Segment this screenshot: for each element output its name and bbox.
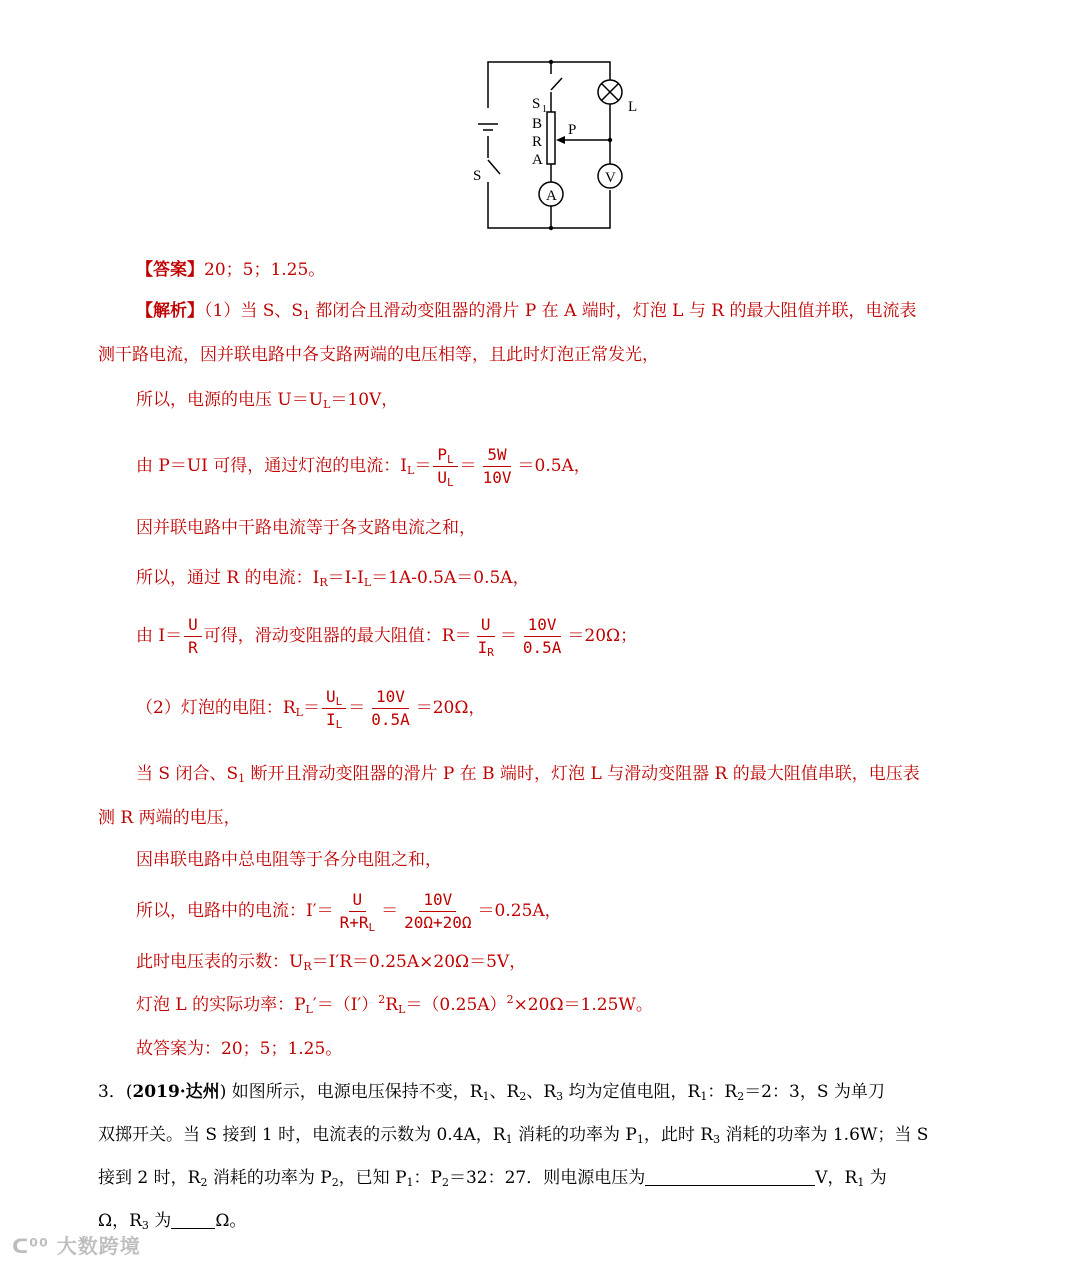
answer-blank-r3[interactable] [171,1210,215,1229]
question3-line-2: 双掷开关。当 S 接到 1 时，电流表的示数为 0.4A，$R_1$ 消耗的功率为 $P_1$，此时 $R_3$ 消耗的功率为 1.6W；当 S [98,1125,929,1146]
analysis-line-6: 所以，通过 R 的电流：$I_R=I-I_L=1A-0.5A=0.5A$， [136,568,530,589]
analysis-tag: 【解析】 [136,301,204,321]
label-p: P [568,122,577,138]
fraction-u-r: $\frac{U}{R}$ [184,614,202,659]
rheostat [547,112,555,164]
fraction-u-ir: $\frac{U}{I_R}$ [477,615,494,659]
question3-line-1: 3．(2019·达州) 如图所示，电源电压保持不变，$R_1$、$R_2$、$R_3$ 均为定值电阻，$R_1$：$R_2=2$：3，S 为单刀 [98,1082,885,1103]
label-s: S [473,168,482,184]
junction-bottom [549,226,553,230]
watermark-logo-icon: ᑕ⁰⁰ [12,1234,57,1258]
analysis-line-4: 由 P＝UI 可得，通过灯泡的电流：$I_L=$ $\frac{P_L}{U_L}$ ＝ $\frac{5W}{10V}$ ＝0.5A， [136,445,591,489]
analysis-line-13: 此时电压表的示数：$U_R=I'R=0.25A\times 20\Omega=5V$， [136,952,527,973]
analysis-line-2: 测干路电流，因并联电路中各支路两端的电压相等，且此时灯泡正常发光， [98,345,659,365]
analysis-line-8: （2）灯泡的电阻：$R_L=$ $\frac{U_L}{I_L}$ ＝ $\frac{10V}{0.5A}$ ＝20Ω， [136,687,486,731]
fraction-u-r-rl: $\frac{U}{R+R_L}$ [339,890,376,934]
analysis-line-10: 测 R 两端的电压， [98,808,241,828]
junction-right [608,138,612,142]
analysis-line-5: 因并联电路中干路电流等于各支路电流之和， [136,518,476,538]
watermark: ᑕ⁰⁰ 大数跨境 [12,1234,141,1258]
label-b: B [532,116,543,132]
answer-line [136,258,325,282]
analysis-line-7: 由 I＝ $\frac{U}{R}$ 可得，滑动变阻器的最大阻值：R＝ $\frac{U}{I_R}$ ＝ $\frac{10V}{0.5A}$ ＝20Ω； [136,615,638,659]
label-s1: S [532,96,541,112]
answer-text: 20；5；1.25。 [204,260,326,280]
analysis-line-3: 所以，电源的电压 $U=U_L=10V$， [136,390,399,411]
analysis-line-14: 灯泡 L 的实际功率：$P_L'=(I')^2R_L=(0.25A)^2\times 20\Omega=1.25W$。 [136,993,653,1016]
label-a: A [532,152,543,168]
fraction-10v-05a: $\frac{10V}{0.5A}$ [522,615,562,657]
fraction-ul-il: $\frac{U_L}{I_L}$ [322,686,346,731]
analysis-line-12: 所以，电路中的电流：I′＝ $\frac{U}{R+R_L}$ ＝ $\frac{10V}{20\Omega+20\Omega}$ ＝0.25A， [136,890,562,934]
slider-arrow [556,136,565,144]
wire-left-top [488,62,610,108]
switch-s1 [551,78,562,90]
label-r: R [532,134,543,150]
fraction-10v-05a-2: $\frac{10V}{0.5A}$ [371,687,410,729]
analysis-line-11: 因串联电路中总电阻等于各分电阻之和， [136,850,442,870]
label-s1-sub: 1 [542,104,547,115]
fraction-pl-ul: $\frac{P_L}{U_L}$ [433,444,457,489]
circuit-diagram [470,50,650,235]
switch-s [488,160,500,174]
question3-line-3: 接到 2 时，$R_2$ 消耗的功率为 $P_2$，已知 $P_1$：$P_2=32$：27．则电源电压为 V，$R_1$ 为 [98,1168,887,1189]
question3-source: 2019·达州 [132,1082,220,1102]
analysis-line-1: 【解析】（1）当 S、$S_1$ 都闭合且滑动变阻器的滑片 P 在 A 端时，灯泡 L 与 R 的最大阻值并联，电流表 [136,301,917,322]
label-l: L [628,99,638,115]
analysis-line-9: 当 S 闭合、$S_1$ 断开且滑动变阻器的滑片 P 在 B 端时，灯泡 L 与滑动变阻器 R 的最大阻值串联，电压表 [136,764,920,785]
fraction-10v-40ohm: $\frac{10V}{20\Omega+20\Omega}$ [404,890,472,932]
label-ammeter: A [546,188,557,204]
junction-top [549,60,553,64]
fraction-5w-10v: $\frac{5W}{10V}$ [482,445,512,487]
question3-line-4: Ω，$R_3$ 为 Ω。 [98,1211,247,1232]
label-voltmeter: V [605,170,616,186]
answer-blank-voltage[interactable] [645,1167,815,1186]
analysis-line-15: 故答案为：20；5；1.25。 [136,1039,343,1059]
answer-tag: 【答案】 [136,260,204,280]
